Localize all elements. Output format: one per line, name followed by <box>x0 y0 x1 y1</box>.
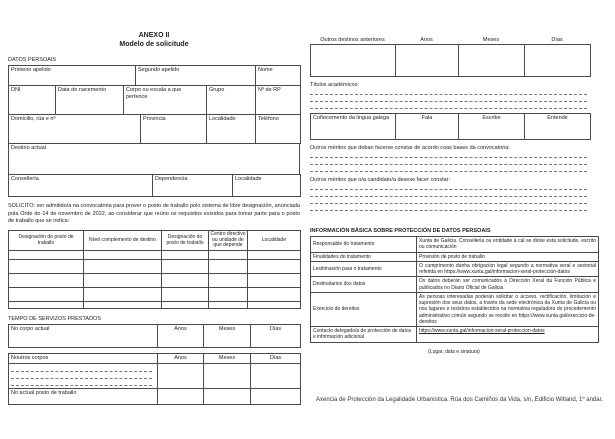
field-numero-rp[interactable] <box>256 85 301 114</box>
input-cell[interactable] <box>209 288 248 302</box>
table-row <box>311 277 599 293</box>
input-cell[interactable] <box>9 274 84 288</box>
input-cell[interactable] <box>84 302 162 309</box>
table-row <box>311 292 599 326</box>
noutros-corpos-write-area[interactable] <box>9 364 158 389</box>
write-line[interactable] <box>310 95 587 102</box>
field-label: Noutros corpos <box>11 355 49 362</box>
table-row <box>311 237 599 253</box>
pd-row-value: O cumprimento dunha obrigación legal segundo a normativa xeral e sectorial referida en https://www.xunta.gal/informacion-xeral-proteccion-datos <box>417 261 599 277</box>
form-title <box>8 31 300 50</box>
field-label: Teléfono <box>258 115 279 122</box>
write-line[interactable] <box>310 158 587 165</box>
field-label: Meses <box>218 326 236 333</box>
pd-row-label: Responsable do tratamento <box>311 237 417 253</box>
input-cell[interactable] <box>84 260 162 274</box>
input-cell[interactable] <box>248 302 301 309</box>
table-row <box>9 251 301 260</box>
right-column <box>310 0 598 355</box>
field-label: Consellería <box>11 175 39 182</box>
field-label: Destino actual <box>11 144 46 151</box>
field-dni[interactable] <box>9 85 56 114</box>
field-label: Escribe <box>482 115 501 121</box>
outros-destinos-table <box>310 44 591 77</box>
field-label: Localidade <box>235 175 262 182</box>
outros-meritos-candidato-label: Outros méritos que o/a candidato/a desexe facer constar: <box>310 177 451 183</box>
field-destino-actual[interactable] <box>9 143 300 174</box>
anos-label: Anos <box>420 37 433 43</box>
field-segundo-apelido[interactable] <box>136 65 256 85</box>
write-line[interactable] <box>310 88 587 95</box>
input-cell[interactable] <box>9 251 84 260</box>
pd-row-value: Os datos deberán ser comunicados á Dirección Xeral da Función Pública e publicados no Diario Oficial de Galicia <box>417 277 599 293</box>
field-primeiro-apelido[interactable] <box>9 65 136 85</box>
input-cell[interactable] <box>209 274 248 288</box>
pd-row-label: Contacto delegado/a de protección de datos e información adicional <box>311 327 417 343</box>
input-cell[interactable] <box>9 288 84 302</box>
col-centro-directivo: Centro directivo ou unidade de que depende <box>209 230 248 250</box>
field-no-corpo-actual[interactable] <box>9 325 158 348</box>
field-label: No actual posto de traballo <box>11 390 77 397</box>
outros-destinos-label: Outros destinos anteriores <box>320 37 385 43</box>
outros-meritos-bases-label: Outros méritos que deban facerse constar de acordo coas bases da convocatoria: <box>310 145 510 151</box>
input-cell[interactable] <box>84 251 162 260</box>
title-modelo: Modelo de solicitude <box>119 41 189 49</box>
field-corpo-escala[interactable] <box>124 85 207 114</box>
input-cell[interactable] <box>162 251 209 260</box>
field-label: Segundo apelido <box>138 66 180 73</box>
field-conselleria[interactable] <box>9 174 153 196</box>
meses-header-cell: Meses <box>204 354 251 364</box>
write-line[interactable] <box>310 183 587 190</box>
input-cell[interactable] <box>248 288 301 302</box>
field-dias[interactable] <box>251 325 301 348</box>
table-row <box>311 327 599 343</box>
solicito-paragraph: SOLICITO: ser admitido/a na convocatoria para prover o posto de traballo polo sistema de libre designación, anunciada pola Orde do 14 de novembro de 2022, ao considerar que reúno os requisitos esixidos para tomar parte para o posto de traballo que se indica: <box>8 202 300 225</box>
table-row <box>9 302 301 309</box>
input-cell[interactable] <box>248 251 301 260</box>
input-cell[interactable] <box>9 302 84 309</box>
input-cell[interactable] <box>204 389 251 405</box>
field-no-actual-posto[interactable] <box>9 389 158 405</box>
field-domicilio[interactable] <box>9 114 141 143</box>
input-cell[interactable] <box>248 274 301 288</box>
field-label: Anos <box>174 326 187 333</box>
field-label: Localidade <box>209 115 236 122</box>
write-line[interactable] <box>11 372 152 379</box>
footer-address: Axencia de Protección da Legalidade Urbanística. Rúa dos Camiños da Vida, s/n, Edificio Witland, 1º andar. <box>316 397 603 403</box>
field-localidade-conselleria[interactable] <box>233 174 301 196</box>
input-cell[interactable] <box>158 389 204 405</box>
field-label: Días <box>269 326 282 333</box>
table-row <box>9 288 301 302</box>
input-cell[interactable] <box>396 45 459 77</box>
dias-header-cell: Días <box>251 354 301 364</box>
col-designacion-posto-2: Designación do posto de traballo <box>162 230 209 250</box>
field-label: No corpo actual <box>11 326 50 333</box>
anos-header-cell: Anos <box>158 354 204 364</box>
col-localidade: Localidade <box>248 230 301 250</box>
field-fala[interactable] <box>396 114 459 140</box>
dias-label: Días <box>551 37 563 43</box>
table-row <box>311 261 599 277</box>
proteccion-datos-title: INFORMACIÓN BÁSICA SOBRE PROTECCIÓN DE DATOS PERSOAIS <box>310 228 491 234</box>
signature-note: (Lugar, data e sinatura) <box>428 348 480 355</box>
pd-contact-link[interactable] <box>417 327 599 343</box>
outros-destinos-header <box>310 37 598 43</box>
input-cell[interactable] <box>525 45 591 77</box>
postos-header-row <box>9 230 301 250</box>
write-line[interactable] <box>11 365 152 372</box>
col-nivel-complemento: Nivel complemento de destino <box>84 230 162 250</box>
noutros-corpos-label-cell <box>9 354 158 364</box>
input-cell[interactable] <box>251 389 301 405</box>
field-localidade[interactable] <box>207 114 256 143</box>
lingua-galega-table <box>310 113 591 140</box>
pd-row-label: Lexitimación para o tratamento <box>311 261 417 277</box>
input-cell[interactable] <box>162 260 209 274</box>
input-cell[interactable] <box>84 288 162 302</box>
field-label: Primeiro apelido <box>11 66 51 73</box>
left-column <box>8 0 300 405</box>
field-label: Provincia <box>143 115 166 122</box>
datos-persoais-label: DATOS PERSOAIS <box>8 56 57 63</box>
pd-row-value: Xunta de Galicia. Consellería ou entidade á cal se dirixe esta solicitude, escrito ou comunicación <box>417 237 599 253</box>
field-label: Data de nacemento <box>58 86 107 93</box>
meses-label: Meses <box>482 37 500 43</box>
input-cell[interactable] <box>158 364 204 389</box>
field-label: Fala <box>421 115 433 121</box>
write-line[interactable] <box>310 197 587 204</box>
field-grupo[interactable] <box>207 85 256 114</box>
field-dependencia[interactable] <box>153 174 233 196</box>
table-row <box>311 252 599 261</box>
input-cell[interactable] <box>248 260 301 274</box>
field-meses[interactable] <box>204 325 251 348</box>
title-anexo: ANEXO II <box>138 32 170 39</box>
write-line[interactable] <box>310 204 587 211</box>
input-cell[interactable] <box>204 364 251 389</box>
input-cell[interactable] <box>311 45 396 77</box>
field-escribe[interactable] <box>459 114 525 140</box>
datos-row2-table <box>8 85 301 115</box>
write-line[interactable] <box>310 102 587 109</box>
field-anos[interactable] <box>158 325 204 348</box>
field-conecemento-lingua[interactable] <box>311 114 396 140</box>
input-cell[interactable] <box>251 364 301 389</box>
write-line[interactable] <box>310 151 587 158</box>
field-nome[interactable] <box>256 65 301 85</box>
postos-table <box>8 230 301 309</box>
field-label: Dependencia <box>155 175 188 182</box>
input-cell[interactable] <box>9 260 84 274</box>
write-line[interactable] <box>310 165 587 172</box>
titulos-academicos-label: Títulos académicos: <box>310 82 359 88</box>
field-entende[interactable] <box>525 114 591 140</box>
field-label: DNI <box>11 86 21 93</box>
input-cell[interactable] <box>209 260 248 274</box>
tempo-noutros-corpos-table <box>8 353 301 405</box>
field-data-nacemento[interactable] <box>56 85 124 114</box>
datos-row5-table <box>8 174 301 197</box>
field-provincia[interactable] <box>141 114 207 143</box>
tempo-servizos-label: TEMPO DE SERVIZOS PRESTADOS <box>8 316 102 323</box>
input-cell[interactable] <box>162 274 209 288</box>
tempo-corpo-actual-table <box>8 324 301 348</box>
field-label: Domicilio, rúa e nº <box>11 115 56 122</box>
field-label: Entende <box>547 115 568 121</box>
col-designacion-posto: Designación do posto de traballo <box>9 230 84 250</box>
input-cell[interactable] <box>209 251 248 260</box>
pd-row-value: As persoas interesadas poderán solicitar o acceso, rectificación, limitación e supresión dos seus datos, a través da sede electrónica da Xunta de Galicia ou nos lugares e rexistros establecidos na normativa reguladora do procedemento administrativo común segundo se recolle en https://www.xunta.gal/exercicio-de-dereitos <box>417 292 599 326</box>
datos-row3-table <box>8 114 301 144</box>
input-cell[interactable] <box>162 302 209 309</box>
input-cell[interactable] <box>162 288 209 302</box>
url-text[interactable]: https://www.xunta.gal/informacion-xeral-proteccion-datos <box>419 328 545 334</box>
field-label: Corpo ou escala a que pertence <box>126 86 182 101</box>
pd-row-label: Exercicio de dereitos <box>311 292 417 326</box>
input-cell[interactable] <box>84 274 162 288</box>
pd-row-value: Provisión de posto de traballo <box>417 252 599 261</box>
write-line[interactable] <box>310 190 587 197</box>
field-label: Grupo <box>209 86 225 93</box>
pd-row-label: Finalidades do tratamento <box>311 252 417 261</box>
input-cell[interactable] <box>209 302 248 309</box>
write-line[interactable] <box>11 379 152 386</box>
input-cell[interactable] <box>459 45 525 77</box>
pd-row-label: Destinatarios dos datos <box>311 277 417 293</box>
table-row <box>9 274 301 288</box>
field-telefono[interactable] <box>256 114 301 143</box>
proteccion-datos-table <box>310 236 599 343</box>
datos-row4-table <box>8 143 300 175</box>
field-label: Coñecemento da lingua galega <box>313 115 390 121</box>
field-label: Nº de RP <box>258 86 281 93</box>
datos-row1-table <box>8 65 301 86</box>
table-row <box>9 260 301 274</box>
field-label: Nome <box>258 66 273 73</box>
